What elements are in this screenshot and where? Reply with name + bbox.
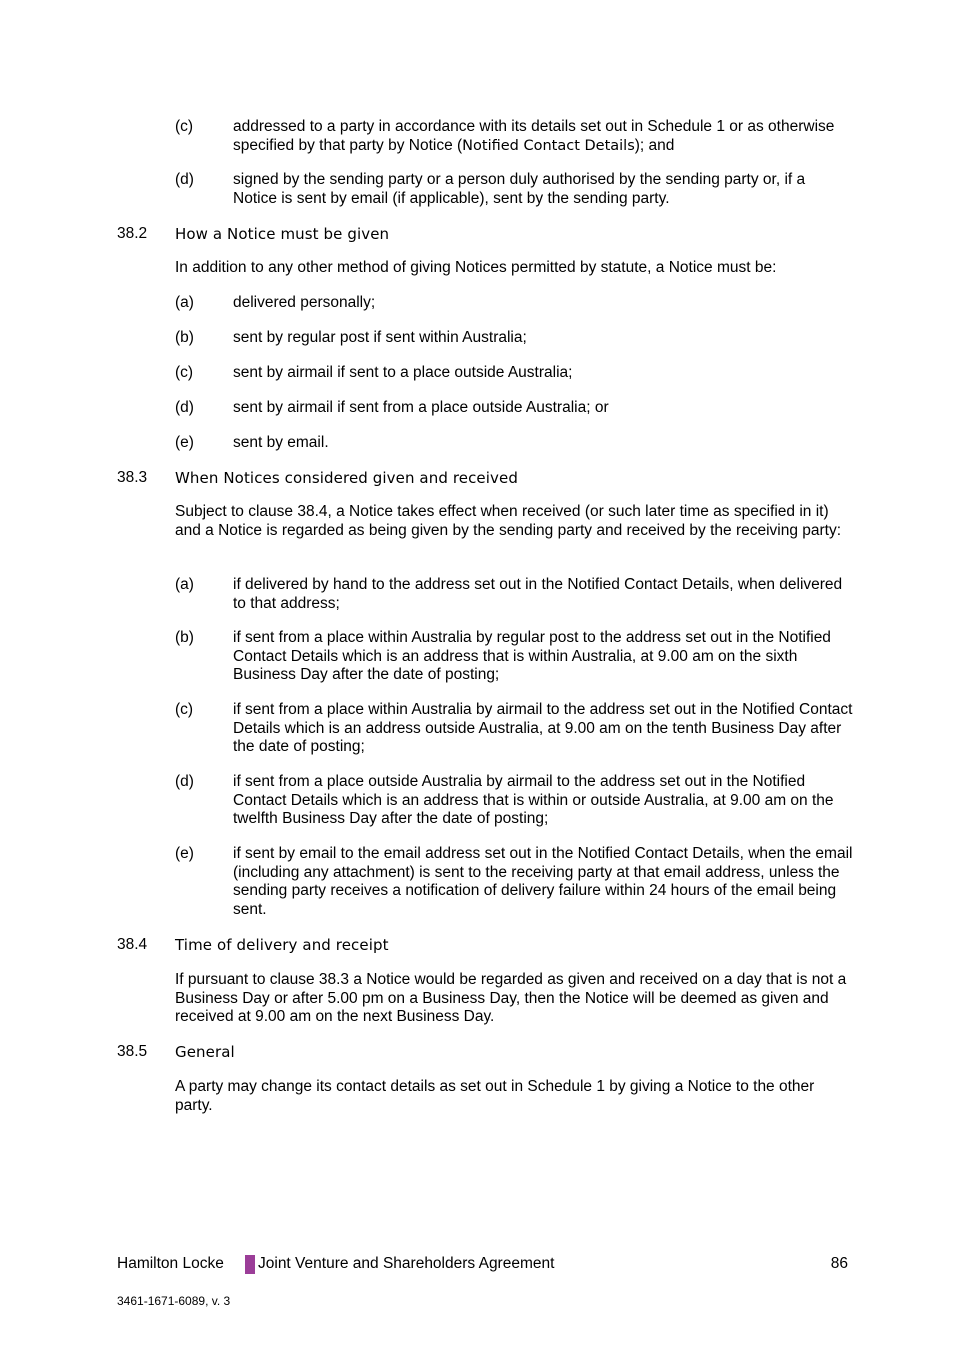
item-text-part: addressed to a party in accordance with its details set out in Schedule 1 or as otherwise specified by that party by Notice ( [233, 118, 835, 154]
clause-heading: How a Notice must be given [175, 225, 390, 243]
footer-document-title: Joint Venture and Shareholders Agreement [258, 1255, 555, 1272]
clause-text: If pursuant to clause 38.3 a Notice would be regarded as given and received on a day that is not a Business Day or after 5.00 pm on a Business Day, then the Notice will be deemed as given and received at 9.00 am on the next Business Day. [175, 971, 847, 1025]
document-id: 3461-1671-6089, v. 3 [117, 1294, 231, 1308]
footer-accent-bar [245, 1255, 255, 1274]
item-label: (c) [175, 364, 194, 381]
item-label: (a) [175, 576, 194, 593]
item-text-part: ); and [634, 136, 675, 154]
clause-heading: Time of delivery and receipt [175, 936, 389, 954]
item-text: sent by airmail if sent to a place outside Australia; [233, 364, 573, 381]
clause-number: 38.3 [117, 469, 148, 486]
item-text: sent by email. [233, 434, 329, 451]
item-label: (d) [175, 171, 194, 188]
item-label: (e) [175, 434, 194, 451]
item-text [233, 118, 853, 155]
item-text: sent by airmail if sent from a place outside Australia; or [233, 399, 609, 416]
item-label: (b) [175, 629, 194, 646]
clause-text: A party may change its contact details as set out in Schedule 1 by giving a Notice to the other party. [175, 1078, 815, 1114]
item-label: (d) [175, 773, 194, 790]
item-label: (c) [175, 701, 194, 718]
item-text: if delivered by hand to the address set out in the Notified Contact Details, when delivered to that address; [233, 576, 843, 612]
clause-number: 38.5 [117, 1043, 148, 1060]
item-label: (e) [175, 845, 194, 862]
defined-term: Notified Contact Details [462, 137, 635, 154]
clause-intro: In addition to any other method of giving Notices permitted by statute, a Notice must be: [175, 259, 777, 276]
item-text: if sent from a place within Australia by airmail to the address set out in the Notified Contact Details which is an address outside Australia, at 9.00 am on the tenth Business Day after the date of posting; [233, 701, 853, 755]
item-text: signed by the sending party or a person duly authorised by the sending party or, if a Notice is sent by email (if applicable), sent by the sending party. [233, 171, 806, 207]
item-label: (b) [175, 329, 194, 346]
page-number: 86 [830, 1255, 848, 1272]
clause-intro: Subject to clause 38.4, a Notice takes effect when received (or such later time as specified in it) and a Notice is regarded as being given by the sending party and received by the receiving party: [175, 503, 842, 539]
item-text: if sent from a place within Australia by regular post to the address set out in the Notified Contact Details which is an address that is within Australia, at 9.00 am on the sixth Business Day after the date of posting; [233, 629, 831, 683]
item-text: delivered personally; [233, 294, 376, 311]
clause-heading: General [175, 1043, 235, 1061]
item-text: if sent from a place outside Australia by airmail to the address set out in the Notified Contact Details which is an address that is within or outside Australia, at 9.00 am on the twelfth Business Day after the date of posting; [233, 773, 834, 827]
clause-number: 38.2 [117, 225, 148, 242]
clause-number: 38.4 [117, 936, 148, 953]
item-label: (a) [175, 294, 194, 311]
item-label: (d) [175, 399, 194, 416]
item-text: sent by regular post if sent within Australia; [233, 329, 527, 346]
footer-firm: Hamilton Locke [117, 1255, 224, 1272]
item-text: if sent by email to the email address set out in the Notified Contact Details, when the email (including any attachment) is sent to the receiving party at that email address, unless the sending party receives a notification of delivery failure within 24 hours of the email being sent. [233, 845, 853, 918]
clause-heading: When Notices considered given and received [175, 469, 518, 487]
item-label: (c) [175, 118, 194, 135]
